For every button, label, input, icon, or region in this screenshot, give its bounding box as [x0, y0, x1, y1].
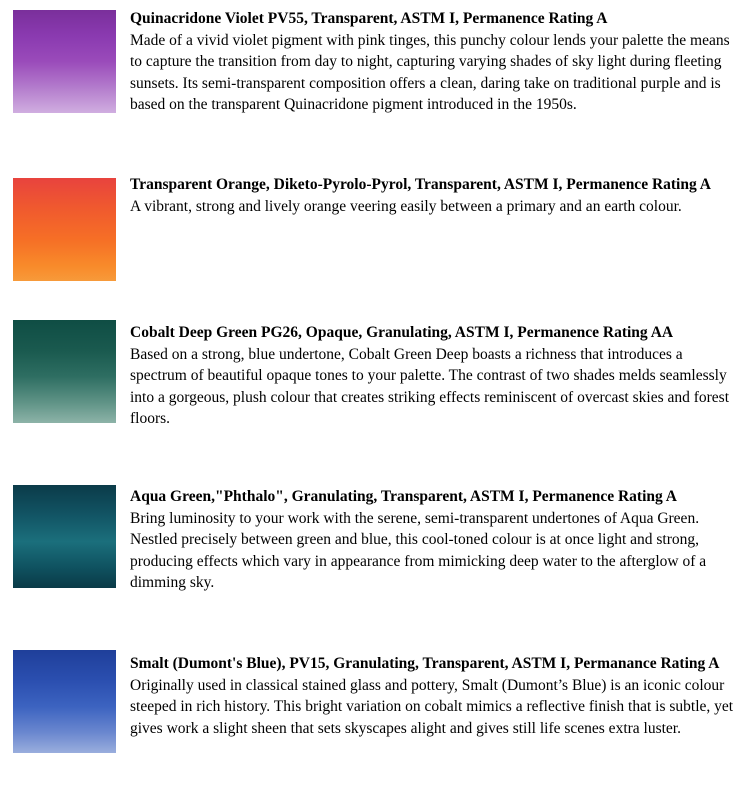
- colour-text-block: [12, 174, 740, 244]
- colour-description: Bring luminosity to your work with the serene, semi-transparent undertones of Aqua Green. Nestled precisely between green and blue, this cool-toned colour is at once light and strong, producing effects which vary in appearance from mimicking deep water to the afterglow of a dimming sky.: [130, 509, 707, 592]
- colour-title: Aqua Green,"Phthalo", Granulating, Transparent, ASTM I, Permanence Rating A: [130, 488, 677, 505]
- colour-description: Made of a vivid violet pigment with pink tinges, this punchy colour lends your palette the means to capture the transition from day to night, capturing varying shades of sky light during fleeting sunsets. Its semi-transparent composition offers a clean, daring take on traditional purple and is based on the transparent Quinacridone pigment introduced in the 1950s.: [130, 31, 730, 114]
- colour-text-block: [12, 653, 740, 761]
- colour-description: A vibrant, strong and lively orange veering easily between a primary and an earth colour.: [130, 197, 682, 215]
- colour-text-block: [12, 486, 740, 594]
- colour-title: Smalt (Dumont's Blue), PV15, Granulating, Transparent, ASTM I, Permanance Rating A: [130, 655, 720, 672]
- colour-text-block: [12, 8, 740, 116]
- colour-description: Originally used in classical stained glass and pottery, Smalt (Dumont’s Blue) is an iconic colour steeped in rich history. This bright variation on cobalt mimics a reflective finish that is subtle, yet gives work a slight sheen that sets skyscapes alight and gives still life scenes extra luster.: [130, 676, 734, 737]
- colour-title: Quinacridone Violet PV55, Transparent, ASTM I, Permanence Rating A: [130, 10, 608, 27]
- colour-description: Based on a strong, blue undertone, Cobalt Green Deep boasts a richness that introduces a spectrum of beautiful opaque tones to your palette. The contrast of two shades melds seamlessly into a gorgeous, plush colour that creates striking effects reminiscent of overcast skies and forest floors.: [130, 345, 730, 428]
- colour-title: Transparent Orange, Diketo-Pyrolo-Pyrol, Transparent, ASTM I, Permanence Rating A: [130, 176, 711, 193]
- colour-text-block: [12, 322, 740, 430]
- colour-title: Cobalt Deep Green PG26, Opaque, Granulating, ASTM I, Permanence Rating AA: [130, 324, 674, 341]
